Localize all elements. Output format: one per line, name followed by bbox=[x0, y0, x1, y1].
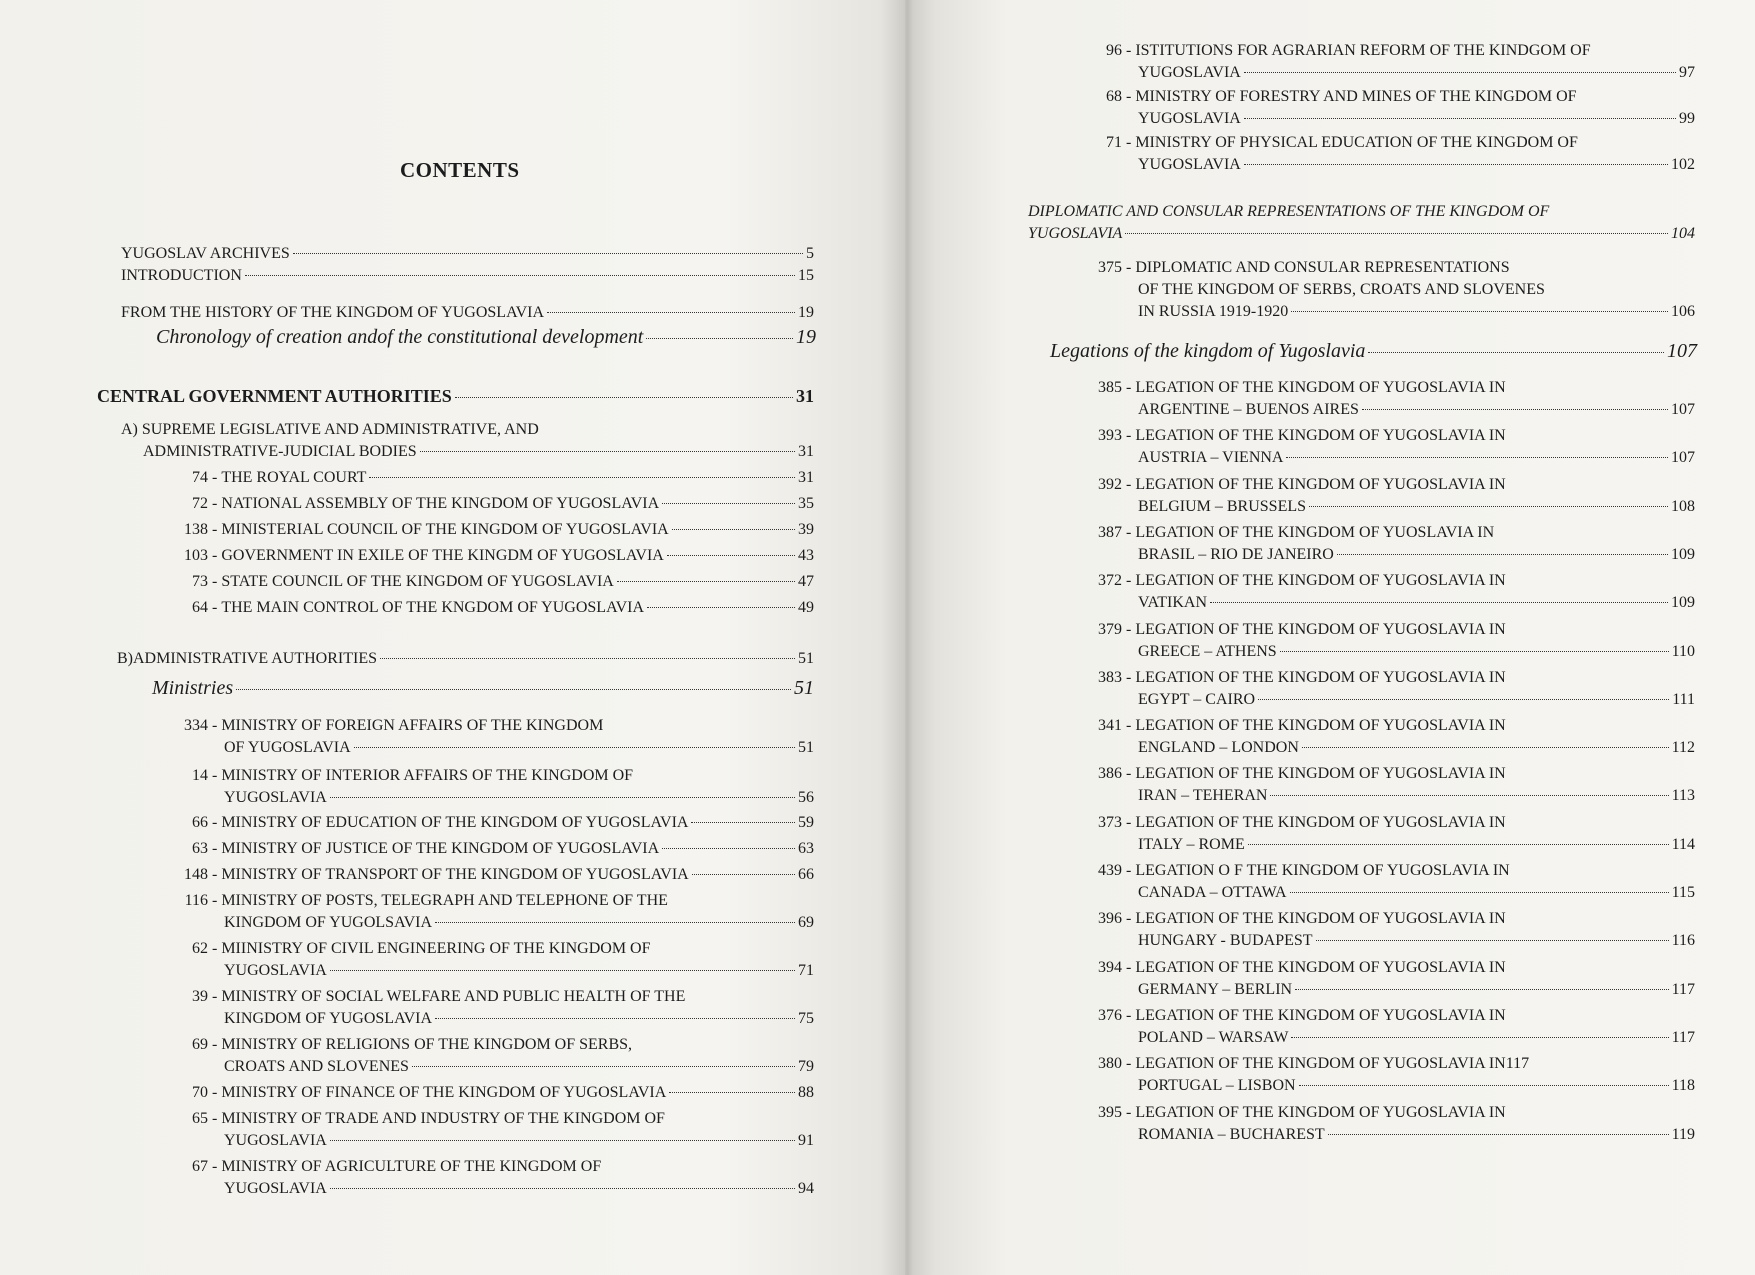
entry-title-cont: GREECE – ATHENS bbox=[1138, 642, 1277, 660]
toc-entry: 39 - MINISTRY OF SOCIAL WELFARE AND PUBLIC HEALTH OF THE KINGDOM OF YUGOSLAVIA 75 bbox=[172, 986, 814, 1030]
toc-entry-chronology: Chronology of creation andof the constitutional development 19 bbox=[156, 326, 816, 348]
entry-number: 67 bbox=[192, 1158, 208, 1175]
entry-title: MINISTRY OF INTERIOR AFFAIRS OF THE KINGDOM OF bbox=[221, 767, 634, 784]
entry-number: 116 bbox=[184, 892, 208, 909]
entry-page: 118 bbox=[1671, 1077, 1695, 1095]
entry-title: LEGATION O F THE KINGDOM OF YUGOSLAVIA IN bbox=[1135, 862, 1510, 879]
entry-title-cont: YUGOSLAVIA bbox=[1138, 64, 1241, 81]
toc-entry: 341 - LEGATION OF THE KINGDOM OF YUGOSLAVIA IN ENGLAND – LONDON 112 bbox=[1080, 715, 1695, 759]
toc-entry-introduction: INTRODUCTION 15 bbox=[121, 267, 814, 284]
toc-entry: 70 - MINISTRY OF FINANCE OF THE KINGDOM OF YUGOSLAVIA 88 bbox=[172, 1082, 814, 1104]
entry-number: 68 bbox=[1106, 88, 1122, 105]
entry-title: MINISTRY OF FINANCE OF THE KINGDOM OF YUGOSLAVIA bbox=[221, 1084, 667, 1101]
entry-number: 380 bbox=[1098, 1055, 1122, 1073]
toc-entry: 71 - MINISTRY OF PHYSICAL EDUCATION OF THE KINGDOM OF YUGOSLAVIA 102 bbox=[1080, 132, 1695, 176]
entry-number: 96 bbox=[1106, 42, 1122, 59]
entry-title-cont: YUGOSLAVIA bbox=[1138, 156, 1241, 173]
entry-number: 395 bbox=[1098, 1103, 1122, 1121]
right-page bbox=[905, 0, 1755, 1275]
entry-number: 69 bbox=[192, 1036, 208, 1053]
entry-page: 116 bbox=[1671, 932, 1695, 950]
entry-page: 66 bbox=[798, 866, 814, 883]
toc-entry: 138 - MINISTERIAL COUNCIL OF THE KINGDOM OF YUGOSLAVIA 39 bbox=[172, 519, 814, 541]
entry-title-cont: ENGLAND – LONDON bbox=[1138, 739, 1299, 757]
entry-number: 63 bbox=[192, 840, 208, 857]
toc-entry-yugoslav-archives: YUGOSLAV ARCHIVES 5 bbox=[121, 245, 814, 262]
entry-title: LEGATION OF THE KINGDOM OF YUGOSLAVIA IN bbox=[1135, 813, 1506, 831]
entry-number: 138 bbox=[184, 521, 208, 538]
entry-title: ISTITUTIONS FOR AGRARIAN REFORM OF THE KINDGOM OF bbox=[1135, 42, 1591, 59]
entry-title-cont: YUGOSLAVIA bbox=[1138, 110, 1241, 127]
entry-number: 73 bbox=[192, 573, 208, 590]
entry-number: 394 bbox=[1098, 958, 1122, 976]
toc-entry: 376 - LEGATION OF THE KINGDOM OF YUGOSLAVIA IN POLAND – WARSAW 117 bbox=[1080, 1005, 1695, 1049]
toc-entry: 148 - MINISTRY OF TRANSPORT OF THE KINGDOM OF YUGOSLAVIA 66 bbox=[172, 864, 814, 886]
toc-entry: 334 - MINISTRY OF FOREIGN AFFAIRS OF THE KINGDOM OF YUGOSLAVIA 51 bbox=[172, 715, 814, 759]
toc-ministries-heading: Ministries 51 bbox=[152, 677, 814, 699]
entry-page: 63 bbox=[798, 840, 814, 857]
page-title: CONTENTS bbox=[400, 158, 520, 182]
entry-number: 66 bbox=[192, 814, 208, 831]
entry-title-cont: ARGENTINE – BUENOS AIRES bbox=[1138, 401, 1359, 418]
entry-title: LEGATION OF THE KINGDOM OF YUGOSLAVIA IN bbox=[1135, 717, 1506, 735]
toc-entry: 387 - LEGATION OF THE KINGDOM OF YUOSLAVIA IN BRASIL – RIO DE JANEIRO 109 bbox=[1080, 522, 1695, 566]
entry-title: LEGATION OF THE KINGDOM OF YUGOSLAVIA IN bbox=[1135, 1006, 1506, 1024]
toc-entry: 394 - LEGATION OF THE KINGDOM OF YUGOSLAVIA IN GERMANY – BERLIN 117 bbox=[1080, 957, 1695, 1001]
entry-title: THE MAIN CONTROL OF THE KNGDOM OF YUGOSLAVIA bbox=[221, 599, 644, 616]
entry-title: MINISTRY OF RELIGIONS OF THE KINGDOM OF SERBS, bbox=[221, 1036, 633, 1053]
entry-number: 393 bbox=[1098, 427, 1122, 445]
entry-title: MINISTRY OF FORESTRY AND MINES OF THE KINGDOM OF bbox=[1135, 88, 1577, 105]
toc-section-b: B)ADMINISTRATIVE AUTHORITIES 51 bbox=[117, 650, 814, 667]
entry-page: 39 bbox=[798, 521, 814, 538]
toc-section-a: A) SUPREME LEGISLATIVE AND ADMINISTRATIVE, AND ADMINISTRATIVE-JUDICIAL BODIES 31 bbox=[121, 421, 814, 460]
entry-number: 439 bbox=[1098, 862, 1122, 879]
toc-entry: 96 - ISTITUTIONS FOR AGRARIAN REFORM OF THE KINDGOM OF YUGOSLAVIA 97 bbox=[1080, 40, 1695, 84]
entry-page: 47 bbox=[798, 573, 814, 590]
entry-title: MINISTRY OF PHYSICAL EDUCATION OF THE KINGDOM OF bbox=[1135, 134, 1578, 151]
toc-entry: 69 - MINISTRY OF RELIGIONS OF THE KINGDOM OF SERBS, CROATS AND SLOVENES 79 bbox=[172, 1034, 814, 1078]
toc-entry: 103 - GOVERNMENT IN EXILE OF THE KINGDM OF YUGOSLAVIA 43 bbox=[172, 545, 814, 567]
entry-title: LEGATION OF THE KINGDOM OF YUGOSLAVIA IN bbox=[1135, 765, 1506, 783]
entry-title-cont: ROMANIA – BUCHAREST bbox=[1138, 1125, 1325, 1143]
toc-entry: 372 - LEGATION OF THE KINGDOM OF YUGOSLAVIA IN VATIKAN 109 bbox=[1080, 570, 1695, 614]
entry-page: 117 bbox=[1671, 980, 1695, 998]
entry-number: 385 bbox=[1098, 379, 1122, 396]
entry-number: 70 bbox=[192, 1084, 208, 1101]
entry-title: LEGATION OF THE KINGDOM OF YUGOSLAVIA IN bbox=[1135, 958, 1506, 976]
toc-entry: 74 - THE ROYAL COURT 31 bbox=[172, 467, 814, 489]
entry-title: MINISTRY OF FOREIGN AFFAIRS OF THE KINGDOM bbox=[221, 717, 604, 734]
entry-title: MINISTRY OF TRADE AND INDUSTRY OF THE KINGDOM OF bbox=[221, 1110, 665, 1127]
entry-title-cont: VATIKAN bbox=[1138, 594, 1208, 612]
toc-entry: 395 - LEGATION OF THE KINGDOM OF YUGOSLAVIA IN ROMANIA – BUCHAREST 119 bbox=[1080, 1102, 1695, 1146]
entry-page: 79 bbox=[798, 1058, 814, 1075]
entry-page: 112 bbox=[1671, 739, 1695, 757]
entry-title-cont: GERMANY – BERLIN bbox=[1138, 980, 1293, 998]
entry-page: 69 bbox=[798, 914, 814, 931]
toc-entry: 73 - STATE COUNCIL OF THE KINGDOM OF YUGOSLAVIA 47 bbox=[172, 571, 814, 593]
entry-title: LEGATION OF THE KINGDOM OF YUGOSLAVIA IN bbox=[1135, 668, 1506, 686]
entry-page: 111 bbox=[1672, 690, 1695, 708]
entry-title-cont: YUGOSLAVIA bbox=[224, 962, 327, 979]
toc-diplomatic-heading: DIPLOMATIC AND CONSULAR REPRESENTATIONS OF THE KINGDOM OF YUGOSLAVIA 104 bbox=[1028, 203, 1695, 242]
toc-section-central: CENTRAL GOVERNMENT AUTHORITIES 31 bbox=[97, 386, 814, 406]
entry-number: 341 bbox=[1098, 717, 1122, 735]
entry-page: 107 bbox=[1671, 449, 1695, 467]
entry-title: MIINISTRY OF CIVIL ENGINEERING OF THE KINGDOM OF bbox=[221, 940, 651, 957]
entry-title: LEGATION OF THE KINGDOM OF YUGOSLAVIA IN bbox=[1135, 572, 1506, 590]
toc-entry: 396 - LEGATION OF THE KINGDOM OF YUGOSLAVIA IN HUNGARY - BUDAPEST 116 bbox=[1080, 908, 1695, 952]
entry-title: NATIONAL ASSEMBLY OF THE KINGDOM OF YUGOSLAVIA bbox=[221, 495, 660, 512]
toc-entry: 439 - LEGATION O F THE KINGDOM OF YUGOSLAVIA IN CANADA – OTTAWA 115 bbox=[1080, 860, 1695, 904]
entry-number: 387 bbox=[1098, 523, 1122, 541]
entry-title: MINISTRY OF TRANSPORT OF THE KINGDOM OF YUGOSLAVIA bbox=[221, 866, 689, 883]
entry-page: 107 bbox=[1671, 401, 1695, 418]
entry-title-cont: CROATS AND SLOVENES bbox=[224, 1058, 409, 1075]
entry-title-cont: ITALY – ROME bbox=[1138, 835, 1245, 853]
entry-number: 376 bbox=[1098, 1006, 1122, 1024]
entry-page: 108 bbox=[1671, 497, 1695, 515]
entry-title: LEGATION OF THE KINGDOM OF YUGOSLAVIA IN bbox=[1135, 620, 1506, 638]
toc-entry: 65 - MINISTRY OF TRADE AND INDUSTRY OF THE KINGDOM OF YUGOSLAVIA 91 bbox=[172, 1108, 814, 1152]
entry-number: 373 bbox=[1098, 813, 1122, 831]
entry-title: LEGATION OF THE KINGDOM OF YUGOSLAVIA IN117 bbox=[1135, 1055, 1530, 1073]
toc-entry: 379 - LEGATION OF THE KINGDOM OF YUGOSLAVIA IN GREECE – ATHENS 110 bbox=[1080, 619, 1695, 663]
entry-title: THE ROYAL COURT bbox=[221, 469, 367, 486]
entry-title: MINISTERIAL COUNCIL OF THE KINGDOM OF YUGOSLAVIA bbox=[221, 521, 669, 538]
toc-entry-history: FROM THE HISTORY OF THE KINGDOM OF YUGOSLAVIA 19 bbox=[121, 304, 814, 321]
entry-page: 91 bbox=[798, 1132, 814, 1149]
entry-title-cont: POLAND – WARSAW bbox=[1138, 1028, 1289, 1046]
entry-number: 372 bbox=[1098, 572, 1122, 590]
toc-entry: 68 - MINISTRY OF FORESTRY AND MINES OF THE KINGDOM OF YUGOSLAVIA 99 bbox=[1080, 86, 1695, 130]
entry-title-cont: PORTUGAL – LISBON bbox=[1138, 1077, 1296, 1095]
toc-entry: 380 - LEGATION OF THE KINGDOM OF YUGOSLAVIA IN117 PORTUGAL – LISBON 118 bbox=[1080, 1053, 1695, 1097]
entry-title-cont: EGYPT – CAIRO bbox=[1138, 690, 1256, 708]
entry-title-cont: AUSTRIA – VIENNA bbox=[1138, 449, 1284, 467]
toc-entry: 64 - THE MAIN CONTROL OF THE KNGDOM OF YUGOSLAVIA 49 bbox=[172, 597, 814, 619]
entry-title: MINISTRY OF EDUCATION OF THE KINGDOM OF YUGOSLAVIA bbox=[221, 814, 689, 831]
entry-page: 109 bbox=[1671, 594, 1695, 612]
toc-entry: 14 - MINISTRY OF INTERIOR AFFAIRS OF THE KINGDOM OF YUGOSLAVIA 56 bbox=[172, 765, 814, 809]
entry-number: 72 bbox=[192, 495, 208, 512]
entry-page: 97 bbox=[1679, 64, 1695, 81]
entry-number: 64 bbox=[192, 599, 208, 616]
entry-title-cont: OF YUGOSLAVIA bbox=[224, 739, 351, 756]
entry-page: 43 bbox=[798, 547, 814, 564]
entry-page: 110 bbox=[1671, 642, 1695, 660]
entry-number: 62 bbox=[192, 940, 208, 957]
entry-number: 71 bbox=[1106, 134, 1122, 151]
entry-page: 88 bbox=[798, 1084, 814, 1101]
entry-page: 71 bbox=[798, 962, 814, 979]
entry-title-cont: BRASIL – RIO DE JANEIRO bbox=[1138, 545, 1334, 563]
toc-entry: 62 - MIINISTRY OF CIVIL ENGINEERING OF THE KINGDOM OF YUGOSLAVIA 71 bbox=[172, 938, 814, 982]
entry-number: 74 bbox=[192, 469, 208, 486]
toc-entry: 386 - LEGATION OF THE KINGDOM OF YUGOSLAVIA IN IRAN – TEHERAN 113 bbox=[1080, 763, 1695, 807]
entry-number: 65 bbox=[192, 1110, 208, 1127]
entry-number: 334 bbox=[184, 717, 208, 734]
entry-title-cont: IRAN – TEHERAN bbox=[1138, 787, 1268, 805]
entry-page: 94 bbox=[798, 1180, 814, 1197]
entry-title-cont: YUGOSLAVIA bbox=[224, 1180, 327, 1197]
entry-page: 59 bbox=[798, 814, 814, 831]
entry-title: MINISTRY OF AGRICULTURE OF THE KINGDOM OF bbox=[221, 1158, 602, 1175]
entry-page: 56 bbox=[798, 789, 814, 806]
entry-page: 31 bbox=[798, 469, 814, 486]
entry-number: 148 bbox=[184, 866, 208, 883]
toc-entry: 116 - MINISTRY OF POSTS, TELEGRAPH AND TELEPHONE OF THE KINGDOM OF YUGOLSAVIA 69 bbox=[172, 890, 814, 934]
toc-entry: 383 - LEGATION OF THE KINGDOM OF YUGOSLAVIA IN EGYPT – CAIRO 111 bbox=[1080, 667, 1695, 711]
entry-page: 117 bbox=[1671, 1028, 1695, 1046]
entry-title: MINISTRY OF POSTS, TELEGRAPH AND TELEPHONE OF THE bbox=[221, 892, 668, 909]
entry-title: GOVERNMENT IN EXILE OF THE KINGDM OF YUGOSLAVIA bbox=[221, 547, 664, 564]
entry-title: MINISTRY OF JUSTICE OF THE KINGDOM OF YUGOSLAVIA bbox=[221, 840, 660, 857]
entry-title-cont: KINGDOM OF YUGOSLAVIA bbox=[224, 1010, 433, 1027]
entry-title-cont: KINGDOM OF YUGOLSAVIA bbox=[224, 914, 433, 931]
entry-page: 114 bbox=[1671, 835, 1695, 853]
entry-page: 102 bbox=[1671, 156, 1695, 173]
entry-title-cont: YUGOSLAVIA bbox=[224, 789, 327, 806]
toc-entry-russia: 375 - DIPLOMATIC AND CONSULAR REPRESENTATIONS OF THE KINGDOM OF SERBS, CROATS AND SLOVENES IN RUSSIA 1919-1920 106 bbox=[1098, 259, 1695, 320]
entry-title-cont: HUNGARY - BUDAPEST bbox=[1138, 932, 1313, 950]
toc-entry: 67 - MINISTRY OF AGRICULTURE OF THE KINGDOM OF YUGOSLAVIA 94 bbox=[172, 1156, 814, 1200]
toc-entry: 373 - LEGATION OF THE KINGDOM OF YUGOSLAVIA IN ITALY – ROME 114 bbox=[1080, 812, 1695, 856]
toc-entry: 393 - LEGATION OF THE KINGDOM OF YUGOSLAVIA IN AUSTRIA – VIENNA 107 bbox=[1080, 425, 1695, 469]
entry-number: 383 bbox=[1098, 668, 1122, 686]
entry-number: 379 bbox=[1098, 620, 1122, 638]
entry-title: LEGATION OF THE KINGDOM OF YUGOSLAVIA IN bbox=[1135, 427, 1506, 445]
entry-title-cont: CANADA – OTTAWA bbox=[1138, 884, 1287, 901]
entry-page: 49 bbox=[798, 599, 814, 616]
entry-number: 392 bbox=[1098, 475, 1122, 493]
toc-entry: 392 - LEGATION OF THE KINGDOM OF YUGOSLAVIA IN BELGIUM – BRUSSELS 108 bbox=[1080, 474, 1695, 518]
entry-title-cont: BELGIUM – BRUSSELS bbox=[1138, 497, 1307, 515]
entry-number: 39 bbox=[192, 988, 208, 1005]
entry-page: 99 bbox=[1679, 110, 1695, 127]
entry-page: 109 bbox=[1671, 545, 1695, 563]
entry-page: 51 bbox=[798, 739, 814, 756]
toc-entry: 66 - MINISTRY OF EDUCATION OF THE KINGDOM OF YUGOSLAVIA 59 bbox=[172, 812, 814, 834]
entry-title: LEGATION OF THE KINGDOM OF YUOSLAVIA IN bbox=[1135, 523, 1495, 541]
entry-title: LEGATION OF THE KINGDOM OF YUGOSLAVIA IN bbox=[1135, 910, 1506, 928]
entry-page: 75 bbox=[798, 1010, 814, 1027]
entry-number: 14 bbox=[192, 767, 208, 784]
entry-title: STATE COUNCIL OF THE KINGDOM OF YUGOSLAVIA bbox=[221, 573, 614, 590]
entry-title: LEGATION OF THE KINGDOM OF YUGOSLAVIA IN bbox=[1135, 379, 1506, 396]
entry-number: 103 bbox=[184, 547, 208, 564]
toc-legations-heading: Legations of the kingdom of Yugoslavia 107 bbox=[1050, 340, 1697, 362]
entry-page: 115 bbox=[1671, 884, 1695, 901]
entry-page: 119 bbox=[1671, 1125, 1695, 1143]
entry-title: LEGATION OF THE KINGDOM OF YUGOSLAVIA IN bbox=[1135, 475, 1506, 493]
entry-number: 386 bbox=[1098, 765, 1122, 783]
entry-number: 396 bbox=[1098, 910, 1122, 928]
entry-title-cont: YUGOSLAVIA bbox=[224, 1132, 327, 1149]
toc-entry: 385 - LEGATION OF THE KINGDOM OF YUGOSLAVIA IN ARGENTINE – BUENOS AIRES 107 bbox=[1080, 377, 1695, 421]
entry-title: LEGATION OF THE KINGDOM OF YUGOSLAVIA IN bbox=[1135, 1103, 1506, 1121]
entry-title: MINISTRY OF SOCIAL WELFARE AND PUBLIC HEALTH OF THE bbox=[221, 988, 686, 1005]
toc-entry: 72 - NATIONAL ASSEMBLY OF THE KINGDOM OF YUGOSLAVIA 35 bbox=[172, 493, 814, 515]
toc-entry: 63 - MINISTRY OF JUSTICE OF THE KINGDOM OF YUGOSLAVIA 63 bbox=[172, 838, 814, 860]
entry-page: 113 bbox=[1671, 787, 1695, 805]
entry-page: 35 bbox=[798, 495, 814, 512]
